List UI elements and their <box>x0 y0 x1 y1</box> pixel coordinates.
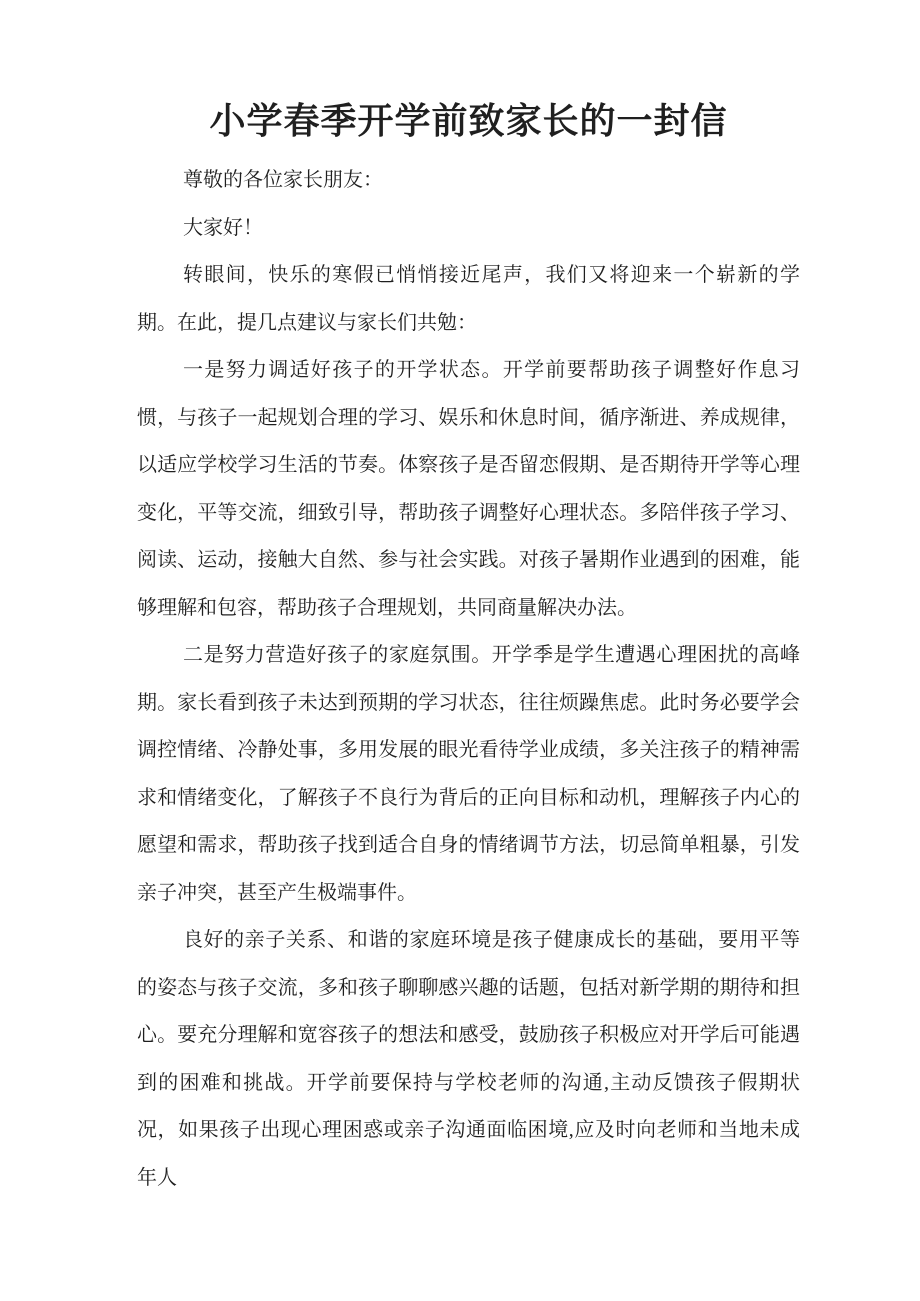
paragraph-advice-2: 二是努力营造好孩子的家庭氛围。开学季是学生遭遇心理困扰的高峰期。家长看到孩子未达到预期的学习状态，往往烦躁焦虑。此时务必要学会调控情绪、冷静处事，多用发展的眼光看待学业成绩，多关注孩子的精神需求和情绪变化，了解孩子不良行为背后的正向目标和动机，理解孩子内心的愿望和需求，帮助孩子找到适合自身的情绪调节方法，切忌简单粗暴，引发亲子冲突，甚至产生极端事件。 <box>137 644 800 904</box>
paragraph-advice-3: 良好的亲子关系、和谐的家庭环境是孩子健康成长的基础，要用平等的姿态与孩子交流，多和孩子聊聊感兴趣的话题，包括对新学期的期待和担心。要充分理解和宽容孩子的想法和感受，鼓励孩子积极应对开学后可能遇到的困难和挑战。开学前要保持与学校老师的沟通,主动反馈孩子假期状况，如果孩子出现心理困惑或亲子沟通面临困境,应及时向老师和当地未成年人 <box>137 929 800 1189</box>
paragraph-intro: 转眼间，快乐的寒假已悄悄接近尾声，我们又将迎来一个崭新的学期。在此，提几点建议与家长们共勉： <box>137 264 800 334</box>
paragraph-advice-1: 一是努力调适好孩子的开学状态。开学前要帮助孩子调整好作息习惯，与孩子一起规划合理的学习、娱乐和休息时间，循序渐进、养成规律，以适应学校学习生活的节奏。体察孩子是否留恋假期、是否期待开学等心理变化，平等交流，细致引导，帮助孩子调整好心理状态。多陪伴孩子学习、阅读、运动，接触大自然、参与社会实践。对孩子暑期作业遇到的困难，能够理解和包容，帮助孩子合理规划，共同商量解决办法。 <box>137 359 800 619</box>
paragraph-salutation: 尊敬的各位家长朋友： <box>183 169 383 191</box>
paragraph-greeting: 大家好！ <box>183 216 263 239</box>
document-title: 小学春季开学前致家长的一封信 <box>209 101 728 141</box>
